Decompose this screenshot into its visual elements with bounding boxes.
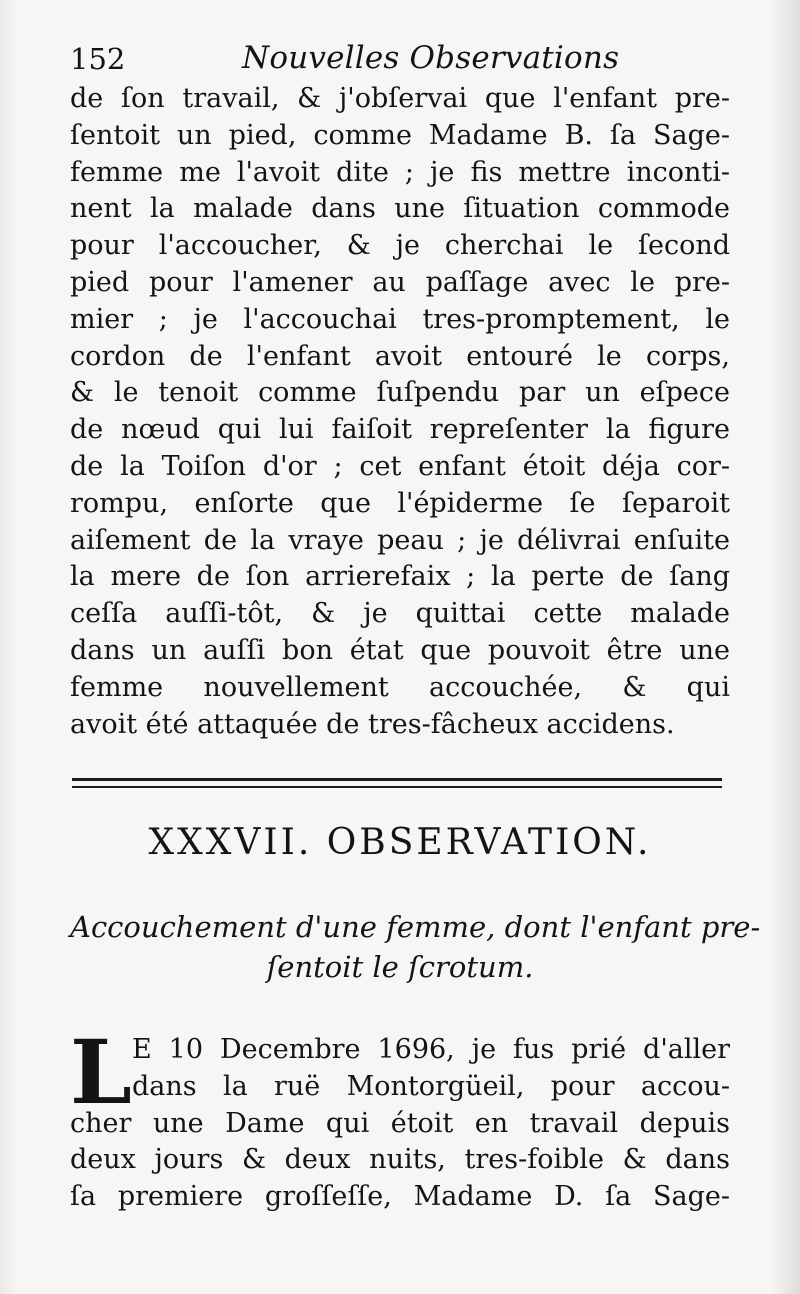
text-line: femme nouvellement accouchée, & qui [70,671,730,703]
text-line: femme me l'avoit dite ; je fis mettre inconti- [70,156,730,188]
section-divider-thin [72,786,722,788]
text-line: de la Toiſon d'or ; cet enfant étoit déja cor- [70,450,730,482]
section-subtitle-line-1: Accouchement d'une femme, dont l'enfant pre- [70,910,761,944]
text-line: dans un auſſi bon état que pouvoit être une [70,634,730,666]
text-line: nent la malade dans une ſituation commode [70,193,730,225]
text-line: & le tenoit comme ſuſpendu par un eſpece [70,377,730,409]
text-line: aiſement de la vraye peau ; je délivrai enſuite [70,524,730,556]
text-line: pied pour l'amener au paſſage avec le pre- [70,266,730,298]
text-line: de ſon travail, & j'obſervai que l'enfant pre- [70,83,730,114]
page-number: 152 [70,42,126,76]
section-subtitle-line-2: ſentoit le ſcrotum. [266,950,534,984]
page-edge-shadow [770,0,800,1294]
text-line: avoit été attaquée de tres-fâcheux accidens. [70,708,675,740]
text-line: de nœud qui lui faiſoit repreſenter la figure [70,414,730,446]
text-line: ſa premiere groſſeſſe, Madame D. ſa Sage- [70,1181,730,1213]
text-line: cher une Dame qui étoit en travail depuis [70,1107,730,1139]
text-line: cordon de l'enfant avoit entouré le corps, [70,340,730,372]
text-line: E 10 Decembre 1696, je fus prié d'aller [132,1034,730,1065]
paragraph-continuation [70,81,730,743]
text-line: ſentoit un pied, comme Madame B. ſa Sage- [70,119,730,151]
drop-cap: L [70,1020,132,1124]
text-line: deux jours & deux nuits, tres-foible & dans [70,1144,730,1176]
paragraph-observation [70,1032,730,1216]
text-line: rompu, enſorte que l'épiderme ſe ſeparoit [70,487,730,519]
page-header [70,40,730,84]
text-line: mier ; je l'accouchai tres-promptement, le [70,303,730,335]
text-line: pour l'accoucher, & je cherchai le ſecond [70,230,730,262]
running-head: Nouvelles Observations [242,40,620,76]
section-heading: XXXVII. OBSERVATION. [148,822,652,863]
page-gutter-shadow [0,0,18,1294]
section-divider [72,778,722,781]
text-line: la mere de ſon arrierefaix ; la perte de ſang [70,561,730,593]
text-line: dans la ruë Montorgüeil, pour accou- [132,1070,730,1102]
text-line: ceſſa auſſi-tôt, & je quittai cette malade [70,598,730,630]
